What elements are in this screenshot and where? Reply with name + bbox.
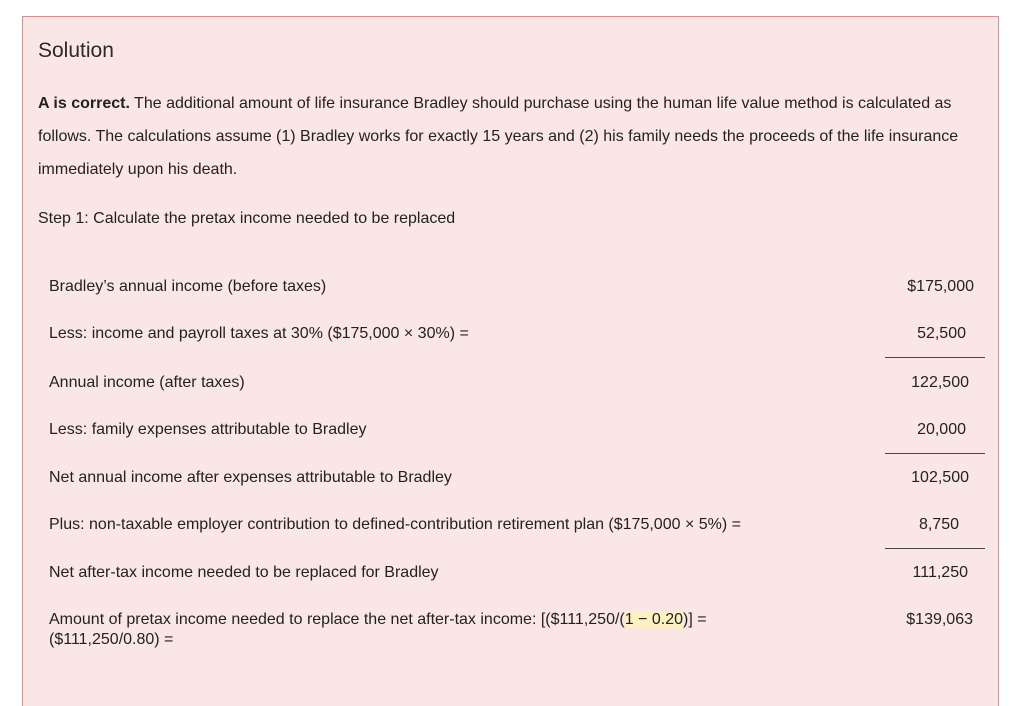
final-label-part2: )] = <box>683 611 707 628</box>
calc-row-amount: 102,500 <box>911 469 969 486</box>
calc-row-amount: 8,750 <box>918 516 959 533</box>
subtotal-rule <box>885 357 985 358</box>
subtotal-rule <box>885 548 985 549</box>
calc-row-amount: 20,000 <box>917 421 966 438</box>
calc-row-label: Bradley’s annual income (before taxes) <box>49 278 327 295</box>
calc-row-label: Net after-tax income needed to be replaced for Bradley <box>49 564 439 581</box>
calc-row-label: Less: income and payroll taxes at 30% ($175,000 × 30%) = <box>49 325 469 342</box>
highlighted-term: 1 − 0.20 <box>624 611 684 628</box>
calc-row-label: Less: family expenses attributable to Bradley <box>49 421 367 438</box>
calc-row-amount: $175,000 <box>907 278 974 295</box>
calc-row-amount: 122,500 <box>911 374 969 391</box>
subtotal-rule <box>885 453 985 454</box>
calc-row-label: Net annual income after expenses attributable to Bradley <box>49 469 452 486</box>
correct-answer-label: A is correct. <box>38 95 130 112</box>
step-1-title: Step 1: Calculate the pretax income needed to be replaced <box>38 210 456 227</box>
final-row-label <box>49 610 707 650</box>
calc-row-label: Annual income (after taxes) <box>49 374 245 391</box>
solution-panel <box>22 16 999 706</box>
solution-intro <box>38 87 993 186</box>
solution-heading: Solution <box>38 39 114 62</box>
final-row-amount: $139,063 <box>906 611 973 628</box>
intro-text: The additional amount of life insurance Bradley should purchase using the human life value method is calculated as follows. The calculations assume (1) Bradley works for exactly 15 years and (2) his family needs the proceeds of the life insurance immediately upon his death. <box>38 95 959 178</box>
calc-row-amount: 52,500 <box>917 325 966 342</box>
final-label-line2: ($111,250/0.80) = <box>49 631 174 648</box>
calc-row-amount: 111,250 <box>912 564 968 581</box>
final-label-part1: Amount of pretax income needed to replace the net after-tax income: [($111,250/( <box>49 611 625 628</box>
calc-row-label: Plus: non-taxable employer contribution to defined-contribution retirement plan ($175,000 × 5%) = <box>49 516 741 533</box>
